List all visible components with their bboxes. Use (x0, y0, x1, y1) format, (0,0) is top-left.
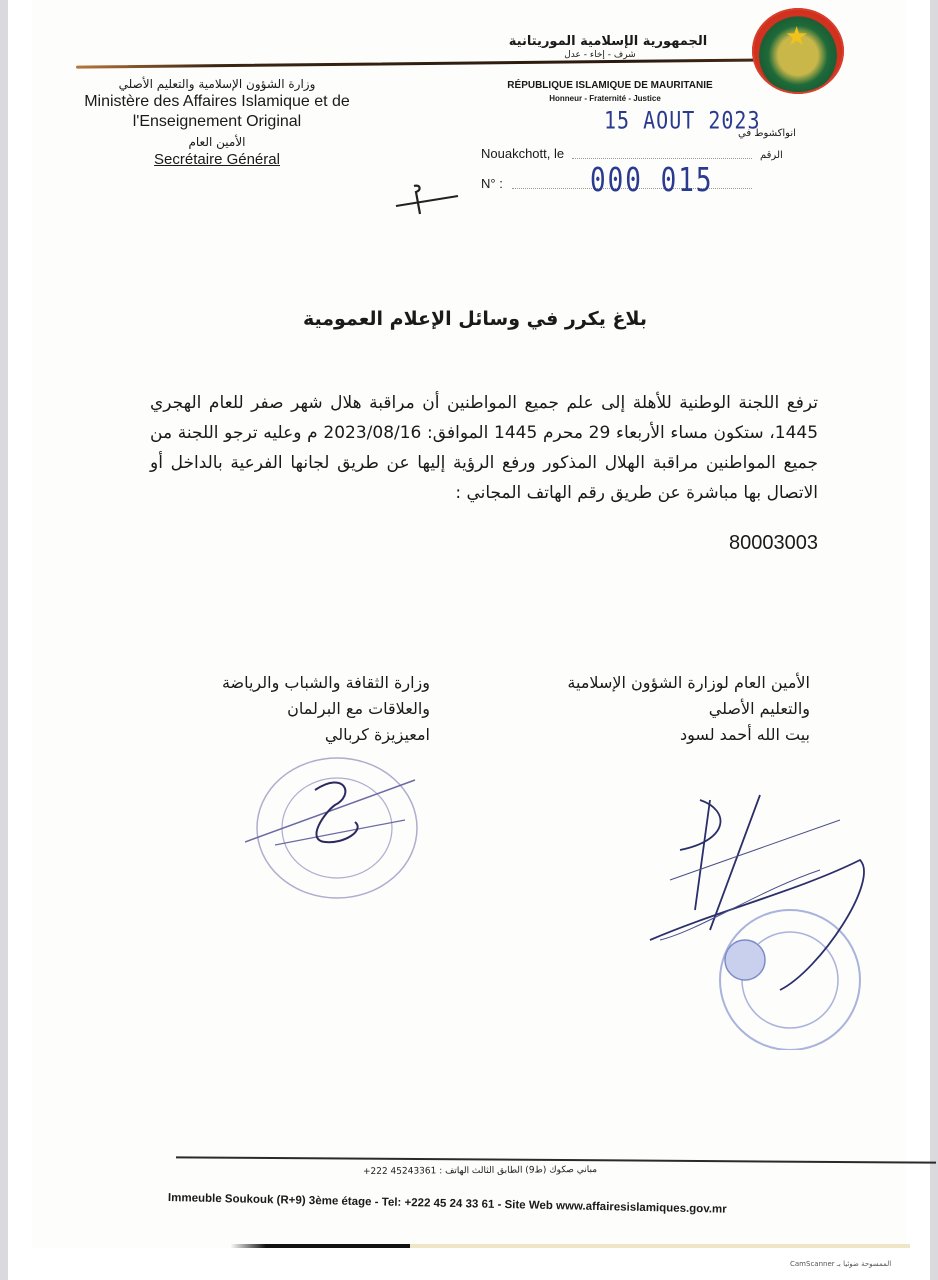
footer-bar-light (410, 1244, 910, 1248)
republic-name-fr: RÉPUBLIQUE ISLAMIQUE DE MAURITANIE (507, 80, 713, 91)
ministry-islamic-affairs-seal-icon (640, 790, 870, 1050)
footer-address-ar: مباني صكوك (ط9) الطابق الثالث الهاتف : 45243361 222+ (362, 1164, 598, 1178)
date-label-ar: انواكشوط في (738, 128, 796, 139)
secretary-fr: Secrétaire Général (154, 151, 280, 168)
scan-edge-left (0, 0, 8, 1280)
number-label-ar: الرقم (760, 150, 783, 161)
signatory-right-name: بيت الله أحمد لسود (680, 725, 810, 744)
scan-edge-right (930, 0, 938, 1280)
signatory-right-title-2: والتعليم الأصلي (708, 699, 810, 718)
ministry-header (62, 76, 372, 170)
camscanner-note: الممسوحة ضوئيا بـ CamScanner (790, 1260, 892, 1268)
ministry-culture-seal-icon (245, 750, 420, 900)
ministry-name-fr-line2: l'Enseignement Original (132, 113, 302, 130)
date-label-fr: Nouakchott, le (481, 146, 565, 161)
footer-address-fr: Immeuble Soukouk (R+9) 3ème étage - Tel: +222 45 24 33 61 - Site Web www.affairesislamiques.gov.mr (167, 1192, 727, 1216)
signature-block-right (480, 670, 810, 748)
signature-block-left (150, 670, 430, 748)
date-dotted-line (572, 158, 752, 159)
number-label-fr: N° : (481, 176, 503, 191)
ministry-name-fr-line1: Ministère des Affaires Islamique et de (84, 93, 350, 110)
document-body: ترفع اللجنة الوطنية للأهلة إلى علم جميع المواطنين أن مراقبة هلال شهر صفر للعام الهجري 1445، ستكون مساء الأربعاء 29 محرم 1445 الموافق: 2023/08/16 م وعليه ترجو اللجنة من جميع المواطنين مراقبة الهلال المذكور ورفع الرؤية إليها عن طريق لجانها الفرعية بالداخل أو الاتصال بها مباشرة عن طريق رقم الهاتف المجاني : (150, 393, 819, 503)
signatory-right-title-1: الأمين العام لوزارة الشؤون الإسلامية (567, 673, 810, 692)
stamped-number: 000 015 (590, 162, 714, 200)
ministry-name-ar: وزارة الشؤون الإسلامية والتعليم الأصلي (118, 77, 316, 91)
document-page (32, 0, 906, 1248)
signatory-left-title-2: والعلاقات مع البرلمان (287, 699, 430, 718)
national-emblem-icon (752, 8, 844, 94)
toll-free-number: 80003003 (729, 532, 818, 554)
signatory-left-name: امعيزيزة كربالي (324, 725, 430, 744)
secretary-ar: الأمين العام (188, 135, 246, 149)
republic-name-ar: الجمهورية الإسلامية الموريتانية (508, 34, 708, 49)
emblem-star-icon: ★ (785, 22, 809, 52)
motto-ar: شرف - إخاء - عدل (564, 50, 636, 60)
handwritten-mark-icon (392, 180, 462, 220)
signatory-left-title-1: وزارة الثقافة والشباب والرياضة (221, 673, 430, 692)
document-title: بلاغ يكرر في وسائل الإعلام العمومية (303, 308, 647, 330)
motto-fr: Honneur - Fraternité - Justice (549, 94, 661, 103)
footer-bar-dark (230, 1244, 410, 1248)
stamped-date: 15 AOUT 2023 (604, 105, 761, 135)
